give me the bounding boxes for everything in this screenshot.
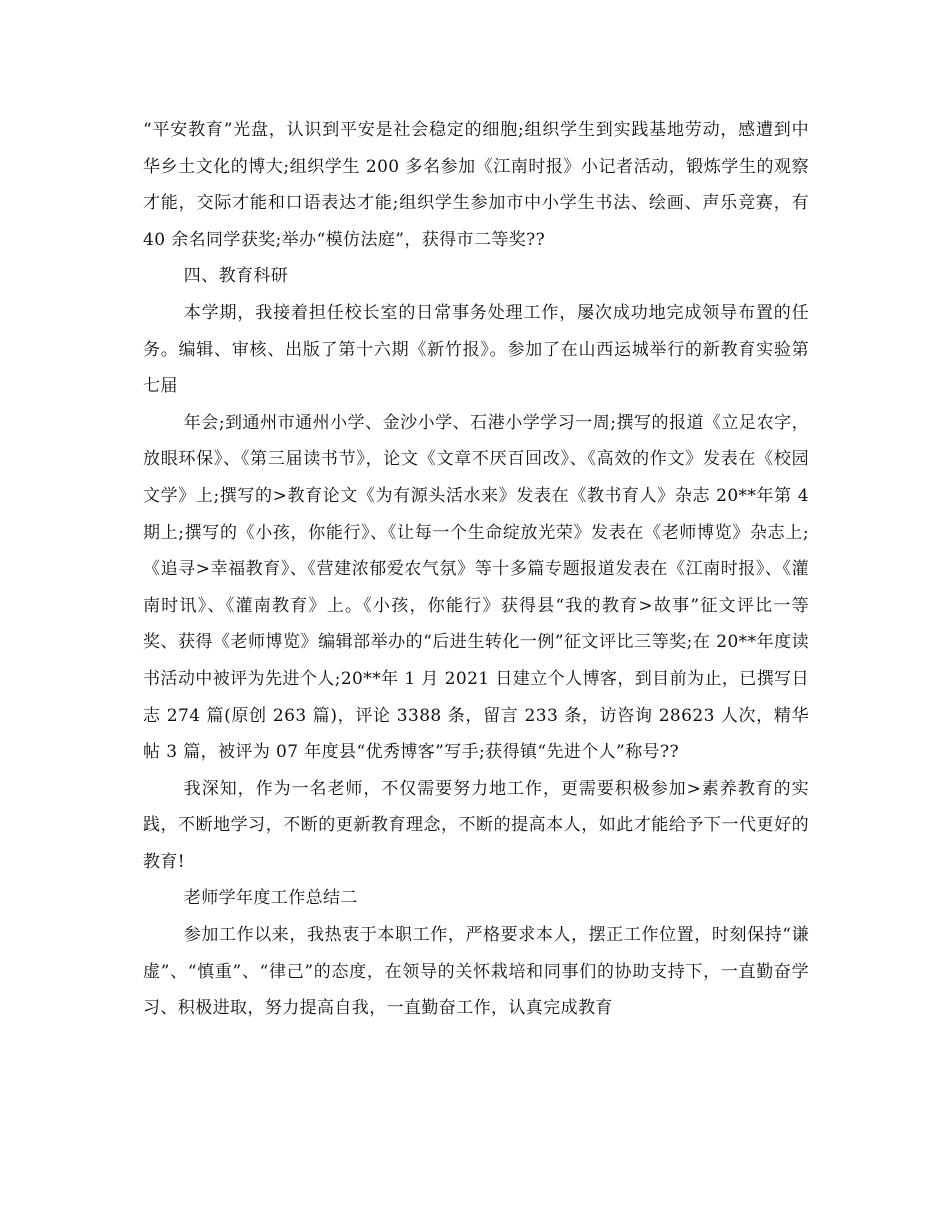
paragraph-4: 我深知，作为一名老师，不仅需要努力地工作，更需要积极参加>素养教育的实践，不断地学习，不断的更新教育理念，不断的提高本人，如此才能给予下一代更好的教育! [143,778,809,872]
paragraph-2: 本学期，我接着担任校长室的日常事务处理工作，屡次成功地完成领导布置的任务。编辑、审核、出版了第十六期《新竹报》。参加了在山西运城举行的新教育实验第七届 [143,302,809,397]
document-body [143,112,809,1027]
section-heading-summary-two: 老师学年度工作总结二 [183,888,358,909]
paragraph-3: 年会;到通州市通州小学、金沙小学、石港小学学习一周;撰写的报道《立足农字，放眼环保》、《第三届读书节》，论文《文章不厌百回改》、《高效的作文》发表在《校园文学》上;撰写的>教育论文《为有源头活水来》发表在《教书育人》杂志 20**年第 4 期上;撰写的《小孩，你能行》、《让每一个生命绽放光荣》发表在《老师博览》杂志上;《追寻>幸福教育》、《营建浓郁爱农气氛》等十多篇专题报道发表在《江南时报》、《灌南时讯》、《灌南教育》上。《小孩，你能行》获得县“我的教育>故事”征文评比一等奖、获得《老师博览》编辑部举办的“后进生转化一例”征文评比三等奖;在 20**年度读书活动中被评为先进个人;20**年 1 月 2021 日建立个人博客，到目前为止，已撰写日志 274 篇(原创 263 篇)，评论 3388 条，留言 233 条，访咨询 28623 人次，精华帖 3 篇，被评为 07 年度县“优秀博客”写手;获得镇“先进个人”称号?? [143,412,809,763]
section-heading-research: 四、教育科研 [183,266,289,287]
paragraph-1: “平安教育”光盘，认识到平安是社会稳定的细胞;组织学生到实践基地劳动，感遭到中华乡土文化的博大;组织学生 200 多名参加《江南时报》小记者活动，锻炼学生的观察才能，交际才能和口语表达才能;组织学生参加市中小学生书法、绘画、声乐竞赛，有 40 余名同学获奖;举办“模仿法庭”，获得市二等奖?? [143,120,809,250]
paragraph-5: 参加工作以来，我热衷于本职工作，严格要求本人，摆正工作位置，时刻保持“谦虚”、“慎重”、“律己”的态度，在领导的关怀栽培和同事们的协助支持下，一直勤奋学习、积极进取，努力提高自我，一直勤奋工作，认真完成教育 [143,925,809,1019]
